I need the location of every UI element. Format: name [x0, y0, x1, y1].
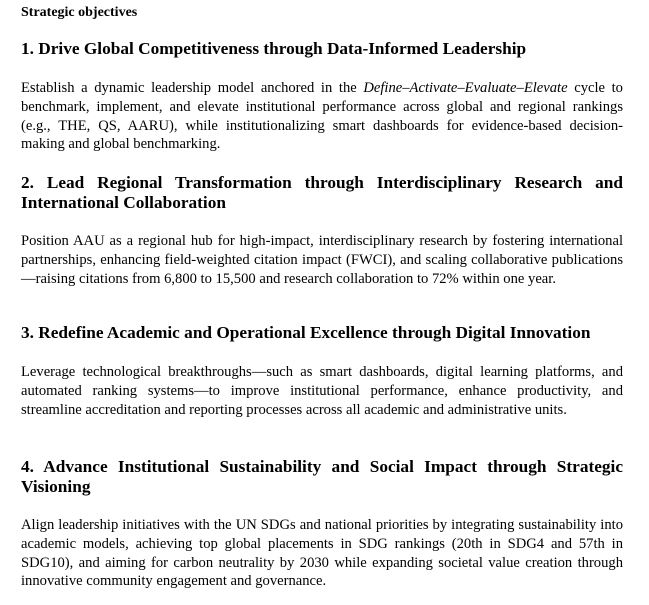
objective-body-4: Align leadership initiatives with the UN SDGs and national priorities by integrating sustainability into academic models, achieving top global placements in SDG rankings (20th in SDG4 and 57th in SDG10), and aiming for carbon neutrality by 2030 while expanding societal value creation through innovative community engagement and governance.	[21, 517, 623, 590]
objective-body-3: Leverage technological breakthroughs—such as smart dashboards, digital learning platforms, and automated ranking systems—to improve institutional performance, enhance productivity, and streamline accreditation and reporting processes across all academic and administrative units.	[21, 364, 623, 418]
objective-body-1-cycle-name: Define–Activate–Evaluate–Elevate	[363, 80, 568, 96]
objective-heading-2: 2. Lead Regional Transformation through Interdisciplinary Research and International Collaboration	[21, 173, 623, 212]
objective-body-1-lead: Establish a dynamic leadership model anchored in the	[21, 80, 364, 96]
objective-heading-1: 1. Drive Global Competitiveness through Data-Informed Leadership	[21, 39, 527, 58]
objective-body-1-rest: cycle to benchmark, implement, and elevate institutional performance across global and regional rankings (e.g., THE, QS, AARU), while institutionalizing smart dashboards for evidence-based decision-making and global benchmarking.	[21, 80, 623, 153]
objective-heading-3: 3. Redefine Academic and Operational Excellence through Digital Innovation	[21, 323, 591, 342]
objective-section-4	[21, 457, 623, 591]
objective-section-1	[21, 39, 623, 154]
objective-section-2	[21, 173, 623, 288]
objective-section-3	[21, 323, 623, 419]
objective-body-1	[21, 79, 623, 154]
document-title: Strategic objectives	[21, 5, 138, 20]
objective-body-2: Position AAU as a regional hub for high-impact, interdisciplinary research by fostering international partnerships, enhancing field-weighted citation impact (FWCI), and scaling collaborative publications—raising citations from 6,800 to 15,500 and research collaboration to 72% within one year.	[21, 233, 623, 287]
objective-heading-4: 4. Advance Institutional Sustainability and Social Impact through Strategic Visioning	[21, 457, 623, 496]
